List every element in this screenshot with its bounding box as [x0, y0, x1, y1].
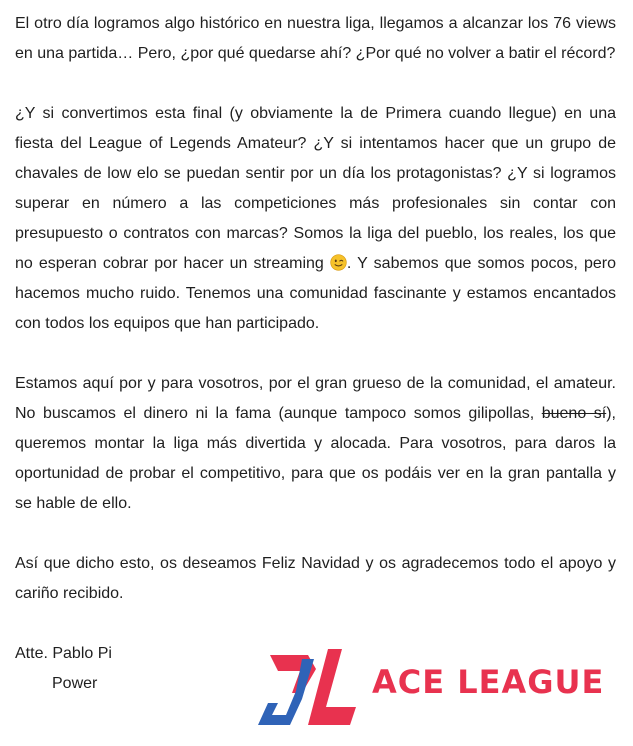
paragraph-amateur-part2: ), queremos montar la liga más divertida y alocada. Para vosotros, para daros la oportunidad de probar el competitivo, para que os podáis ver en la gran pantalla y se hable de ello. — [15, 405, 616, 512]
paragraph-final — [15, 99, 616, 339]
paragraph-christmas: Así que dicho esto, os deseamos Feliz Navidad y os agradecemos todo el apoyo y cariño recibido. — [15, 555, 616, 602]
ace-league-emblem-icon — [256, 645, 368, 735]
paragraph-final-part1: ¿Y si convertimos esta final (y obviamente la de Primera cuando llegue) en una fiesta del League of Legends Amateur? ¿Y si intentamos hacer que un grupo de chavales de low elo se puedan sentir por un día los protagonistas? ¿Y si logramos superar en número a las competiciones más profesionales sin contar con presupuesto o contratos con marcas? Somos la liga del pueblo, los reales, los que no esperan cobrar por hacer un streaming — [15, 105, 616, 272]
ace-league-wordmark: ACE LEAGUE — [372, 663, 605, 701]
winking-face-icon — [330, 254, 347, 271]
paragraph-amateur-part1: Estamos aquí por y para vosotros, por el gran grueso de la comunidad, el amateur. No buscamos el dinero ni la fama (aunque tampoco somos gilipollas, — [15, 375, 616, 422]
paragraph-amateur — [15, 369, 616, 519]
signature-role: Power — [52, 675, 98, 692]
letter-document — [15, 9, 616, 699]
signature-name: Atte. Pablo Pi — [15, 645, 112, 662]
paragraph-final-part2: . Y sabemos que somos pocos, pero hacemos mucho ruido. Tenemos una comunidad fascinante y estamos encantados con todos los equipos que han participado. — [15, 255, 617, 332]
ace-league-logo — [256, 645, 616, 735]
strikethrough-text: bueno sí — [541, 405, 607, 422]
paragraph-record: El otro día logramos algo histórico en nuestra liga, llegamos a alcanzar los 76 views en una partida… Pero, ¿por qué quedarse ahí? ¿Por qué no volver a batir el récord? — [15, 15, 616, 62]
